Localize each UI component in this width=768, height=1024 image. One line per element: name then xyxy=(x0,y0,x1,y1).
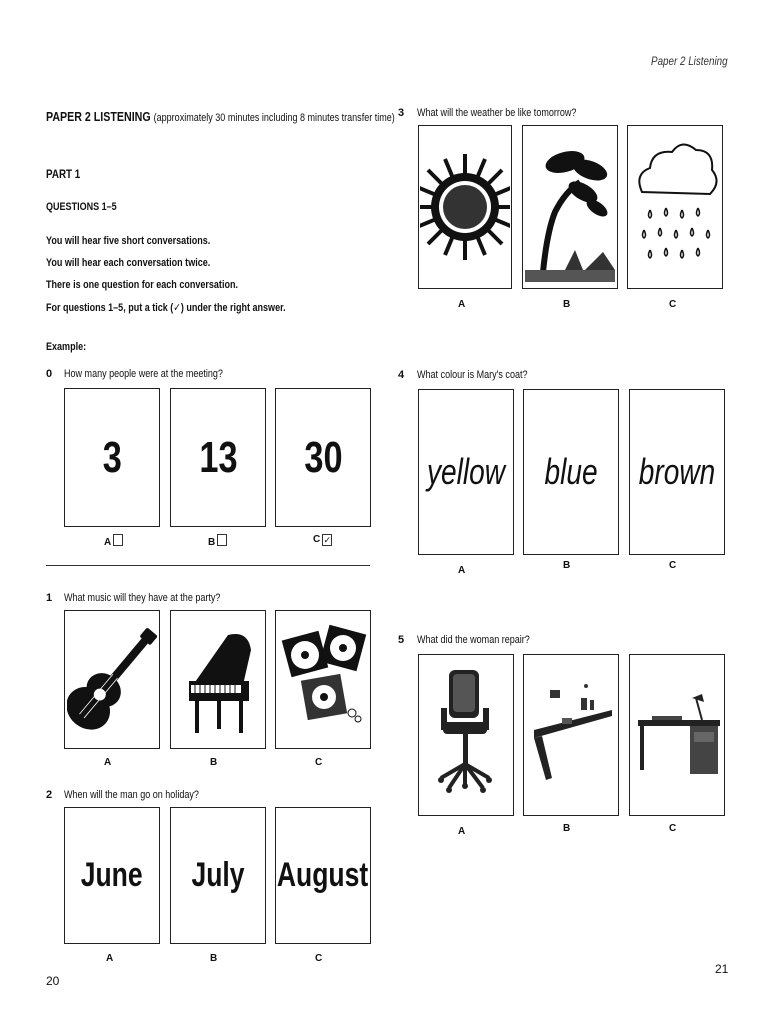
example-option-b[interactable] xyxy=(170,388,266,527)
option-label-c: C xyxy=(669,823,677,834)
option-text: August xyxy=(277,856,369,894)
option-label-c: C xyxy=(315,757,323,768)
q1-option-b[interactable] xyxy=(170,610,266,749)
cd-icon xyxy=(278,615,368,745)
q5-option-b[interactable] xyxy=(523,654,619,816)
option-label-c: C xyxy=(669,299,677,310)
option-text: 3 xyxy=(102,432,122,482)
question-text: When will the man go on holiday? xyxy=(64,789,199,801)
option-text: 13 xyxy=(198,432,238,482)
option-label-c: C xyxy=(669,560,677,571)
option-label-c: C ✓ xyxy=(313,534,331,545)
question-number: 2 xyxy=(46,789,53,801)
question-text: How many people were at the meeting? xyxy=(64,368,223,380)
question-number: 5 xyxy=(398,634,405,646)
office-chair-icon xyxy=(421,660,511,810)
question-text: What will the weather be like tomorrow? xyxy=(417,107,577,119)
instruction-line: You will hear each conversation twice. xyxy=(46,257,211,269)
question-text: What did the woman repair? xyxy=(417,634,530,646)
answer-checkbox[interactable] xyxy=(113,534,123,546)
q4-option-a[interactable] xyxy=(418,389,514,555)
option-text: 30 xyxy=(303,432,343,482)
option-label-b: B xyxy=(210,953,218,964)
part-heading: PART 1 xyxy=(46,167,81,181)
option-label-b: B xyxy=(210,757,218,768)
option-text: yellow xyxy=(426,451,506,492)
option-label-a: A xyxy=(104,534,123,548)
option-label-b: B xyxy=(563,560,571,571)
q5-option-c[interactable] xyxy=(629,654,725,816)
guitar-icon xyxy=(67,615,157,745)
q4-option-b[interactable] xyxy=(523,389,619,555)
option-label-a: A xyxy=(458,299,466,310)
option-label-b: B xyxy=(563,299,571,310)
piano-icon xyxy=(173,615,263,745)
paper-title xyxy=(46,109,395,124)
table-icon xyxy=(526,660,616,810)
q2-option-c[interactable] xyxy=(275,807,371,944)
answer-checkbox[interactable] xyxy=(217,534,227,546)
instruction-line: There is one question for each conversation. xyxy=(46,279,238,291)
option-label-a: A xyxy=(458,565,466,576)
q2-option-a[interactable] xyxy=(64,807,160,944)
q4-option-c[interactable] xyxy=(629,389,725,555)
option-label-c: C xyxy=(315,953,323,964)
instruction-line: You will hear five short conversations. xyxy=(46,235,211,247)
option-label-a: A xyxy=(458,826,466,837)
answer-checkbox-ticked[interactable]: ✓ xyxy=(323,535,331,545)
q2-option-b[interactable] xyxy=(170,807,266,944)
q3-option-b[interactable] xyxy=(522,125,618,289)
q1-option-c[interactable] xyxy=(275,610,371,749)
divider xyxy=(46,565,370,566)
question-number: 0 xyxy=(46,368,53,380)
option-text: June xyxy=(81,856,143,894)
question-number: 3 xyxy=(398,107,405,119)
q3-option-a[interactable] xyxy=(418,125,512,289)
question-number: 4 xyxy=(398,369,405,381)
option-text: July xyxy=(191,856,245,894)
sun-icon xyxy=(420,132,510,282)
page-number-left: 20 xyxy=(46,974,60,988)
question-text: What music will they have at the party? xyxy=(64,592,221,604)
option-label-a: A xyxy=(104,757,112,768)
instruction-line: For questions 1–5, put a tick (✓) under the right answer. xyxy=(46,302,286,314)
q3-option-c[interactable] xyxy=(627,125,723,289)
running-header: Paper 2 Listening xyxy=(651,54,728,68)
question-text: What colour is Mary's coat? xyxy=(417,369,528,381)
question-number: 1 xyxy=(46,592,53,604)
option-text: brown xyxy=(638,451,716,492)
option-text: blue xyxy=(544,451,598,492)
rain-cloud-icon xyxy=(630,132,720,282)
desk-icon xyxy=(632,660,722,810)
page-number-right: 21 xyxy=(715,962,729,976)
paper-title-text: PAPER 2 LISTENING xyxy=(46,109,151,124)
q5-option-a[interactable] xyxy=(418,654,514,816)
example-label: Example: xyxy=(46,341,87,353)
windy-tree-icon xyxy=(525,132,615,282)
example-option-a[interactable] xyxy=(64,388,160,527)
questions-heading: QUESTIONS 1–5 xyxy=(46,201,117,213)
option-label-b: B xyxy=(563,823,571,834)
option-label-a: A xyxy=(106,953,114,964)
q1-option-a[interactable] xyxy=(64,610,160,749)
example-option-c[interactable] xyxy=(275,388,371,527)
option-label-b: B xyxy=(208,534,227,548)
paper-subtitle: (approximately 30 minutes including 8 minutes transfer time) xyxy=(153,112,395,124)
